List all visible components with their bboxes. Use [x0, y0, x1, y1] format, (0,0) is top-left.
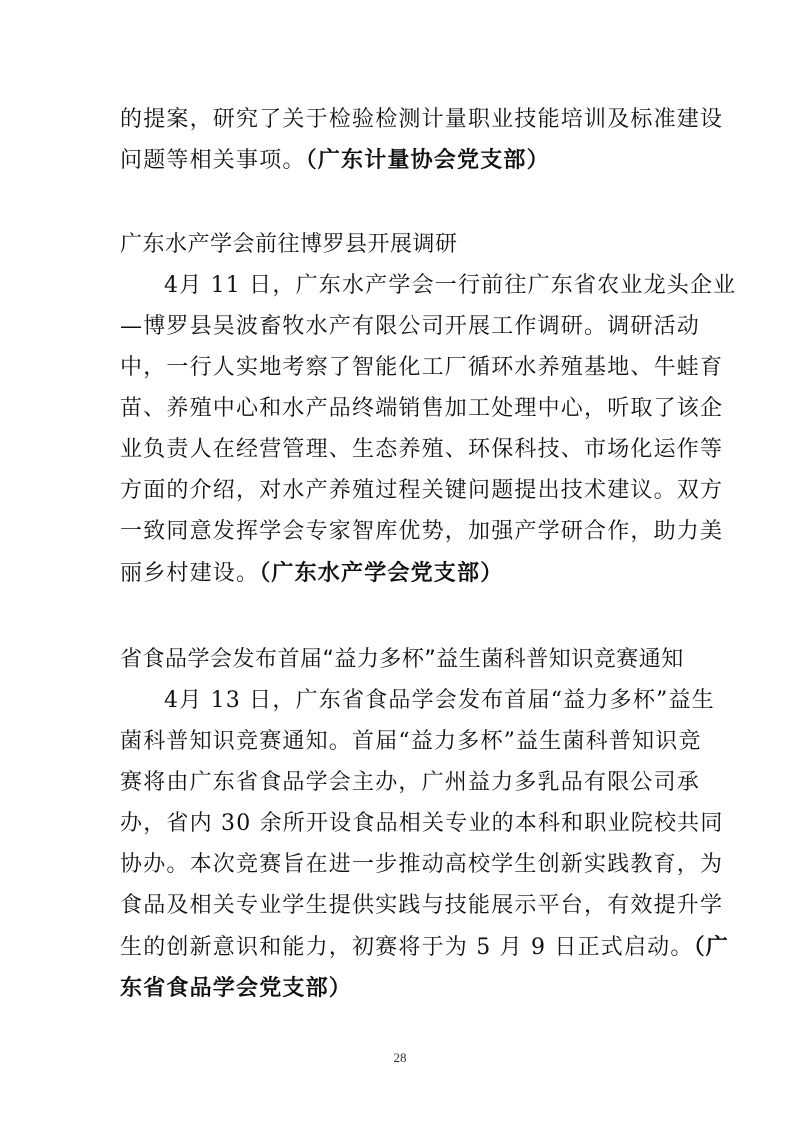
section1-line-4: 苗、养殖中心和水产品终端销售加工处理中心，听取了该企 [120, 396, 724, 421]
continuation-line-1: 的提案，研究了关于检验检测计量职业技能培训及标准建设 [120, 107, 724, 132]
section1-text-end: 丽乡村建设。 [120, 561, 260, 586]
section2-text-end: 生的创新意识和能力，初赛将于为 5 月 9 日正式启动。 [120, 935, 694, 960]
section1-line-8 [120, 558, 690, 589]
section2-line-5: 协办。本次竞赛旨在进一步推动高校学生创新实践教育，为 [120, 852, 724, 877]
page-number: 28 [393, 1050, 407, 1065]
section1-line-5: 业负责人在经营管理、生态养殖、环保科技、市场化运作等 [120, 437, 724, 462]
section2-line-1: 4月 13 日，广东省食品学会发布首届“益力多杯”益生 [164, 688, 715, 713]
section2-line-3: 赛将由广东省食品学会主办，广州益力多乳品有限公司承 [120, 770, 701, 795]
section2-line-4: 办，省内 30 余所开设食品相关专业的本科和职业院校共同 [120, 811, 724, 836]
section2-line-6: 食品及相关专业学生提供实践与技能展示平台，有效提升学 [120, 893, 724, 918]
section2-line-2: 菌科普知识竞赛通知。首届“益力多杯”益生菌科普知识竞 [120, 729, 702, 754]
section2-source-end: 东省食品学会党支部） [120, 975, 353, 1001]
section2-title: 省食品学会发布首届“益力多杯”益生菌科普知识竞赛通知 [120, 647, 684, 672]
continuation-line-2 [120, 145, 690, 176]
section1-source: （广东水产学会党支部） [259, 560, 504, 586]
section1-line-2: —博罗县吴波畜牧水产有限公司开展工作调研。调研活动 [120, 314, 701, 339]
continuation-source: （广东计量协会党支部） [305, 147, 550, 173]
section1-line-6: 方面的介绍，对水产养殖过程关键问题提出技术建议。双方 [120, 478, 724, 503]
section2-source-start: （广 [693, 934, 729, 960]
section2-line-7 [120, 932, 729, 963]
section1-line-3: 中，一行人实地考察了智能化工厂循环水养殖基地、牛蛙育 [120, 355, 724, 380]
section1-line-7: 一致同意发挥学会专家智库优势，加强产学研合作，助力美 [120, 519, 724, 544]
continuation-text: 问题等相关事项。 [120, 148, 306, 173]
section1-line-1: 4月 11 日，广东水产学会一行前往广东省农业龙头企业 [164, 273, 737, 298]
section1-title: 广东水产学会前往博罗县开展调研 [120, 232, 458, 257]
